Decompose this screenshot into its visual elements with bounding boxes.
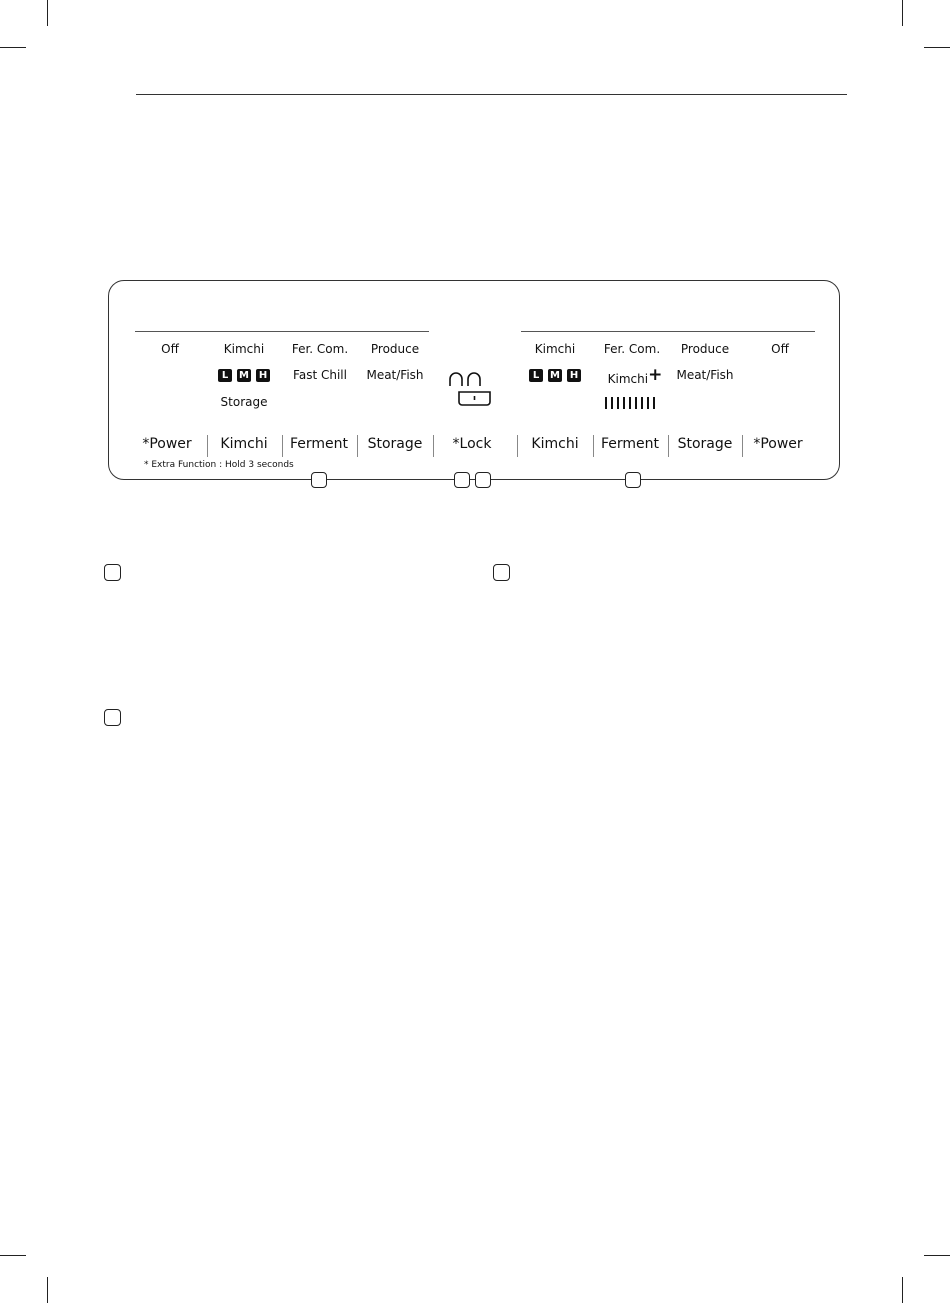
crop-mark-top-right-h bbox=[924, 47, 950, 48]
plus-icon: + bbox=[648, 365, 663, 385]
level-bar bbox=[617, 397, 619, 409]
crop-mark-bottom-right-h bbox=[924, 1255, 950, 1256]
right-ferment-button[interactable]: Ferment bbox=[600, 436, 660, 452]
section-marker-1 bbox=[104, 564, 121, 581]
level-bar bbox=[623, 397, 625, 409]
left-kimchi-button[interactable]: Kimchi bbox=[220, 436, 268, 452]
level-m-icon: M bbox=[548, 369, 562, 382]
right-zone-divider-line bbox=[521, 331, 815, 332]
crop-mark-top-left-h bbox=[0, 47, 26, 48]
level-bar bbox=[653, 397, 655, 409]
right-separator-3 bbox=[742, 435, 743, 457]
callout-box-center-1 bbox=[454, 472, 470, 488]
level-bar bbox=[647, 397, 649, 409]
lock-icon bbox=[446, 370, 494, 408]
right-separator-1 bbox=[593, 435, 594, 457]
left-zone-divider-line bbox=[135, 331, 429, 332]
section-marker-3 bbox=[104, 709, 121, 726]
left-ferment-button[interactable]: Ferment bbox=[289, 436, 349, 452]
level-bar bbox=[641, 397, 643, 409]
left-meat-fish-indicator: Meat/Fish bbox=[366, 368, 424, 382]
right-kimchi-button[interactable]: Kimchi bbox=[531, 436, 579, 452]
level-h-icon: H bbox=[256, 369, 270, 382]
callout-box-left bbox=[311, 472, 327, 488]
right-level-indicators bbox=[529, 369, 581, 382]
level-bar bbox=[611, 397, 613, 409]
left-fer-com-indicator: Fer. Com. bbox=[291, 342, 349, 356]
left-power-button[interactable]: *Power bbox=[142, 436, 192, 452]
crop-mark-top-right-v bbox=[902, 0, 903, 26]
right-power-button[interactable]: *Power bbox=[753, 436, 803, 452]
left-level-indicators bbox=[218, 369, 270, 382]
crop-mark-top-left-v bbox=[47, 0, 48, 26]
left-storage-indicator: Storage bbox=[220, 395, 268, 409]
left-separator-3 bbox=[357, 435, 358, 457]
right-produce-indicator: Produce bbox=[680, 342, 730, 356]
left-separator-4 bbox=[433, 435, 434, 457]
right-kimchi-indicator: Kimchi bbox=[534, 342, 576, 356]
crop-mark-bottom-right-v bbox=[902, 1277, 903, 1303]
right-kimchi-plus-indicator bbox=[607, 365, 663, 388]
left-separator-1 bbox=[207, 435, 208, 457]
lock-button[interactable]: *Lock bbox=[452, 436, 492, 452]
left-off-indicator: Off bbox=[161, 342, 179, 356]
level-h-icon: H bbox=[567, 369, 581, 382]
crop-mark-bottom-left-h bbox=[0, 1255, 26, 1256]
right-separator-2 bbox=[668, 435, 669, 457]
callout-box-right bbox=[625, 472, 641, 488]
left-storage-button[interactable]: Storage bbox=[367, 436, 423, 452]
ferment-level-bars bbox=[605, 397, 655, 409]
left-produce-indicator: Produce bbox=[370, 342, 420, 356]
level-l-icon: L bbox=[529, 369, 543, 382]
right-storage-button[interactable]: Storage bbox=[677, 436, 733, 452]
right-off-indicator: Off bbox=[771, 342, 789, 356]
crop-mark-bottom-left-v bbox=[47, 1277, 48, 1303]
header-rule bbox=[136, 94, 847, 95]
kimchi-plus-label: Kimchi bbox=[607, 372, 649, 386]
right-meat-fish-indicator: Meat/Fish bbox=[676, 368, 734, 382]
level-bar bbox=[635, 397, 637, 409]
left-kimchi-indicator: Kimchi bbox=[223, 342, 265, 356]
left-fast-chill-indicator: Fast Chill bbox=[293, 368, 347, 382]
level-m-icon: M bbox=[237, 369, 251, 382]
right-fer-com-indicator: Fer. Com. bbox=[603, 342, 661, 356]
level-l-icon: L bbox=[218, 369, 232, 382]
section-marker-2 bbox=[493, 564, 510, 581]
right-separator-0 bbox=[517, 435, 518, 457]
level-bar bbox=[605, 397, 607, 409]
callout-box-center-2 bbox=[475, 472, 491, 488]
left-separator-2 bbox=[282, 435, 283, 457]
extra-function-note: * Extra Function : Hold 3 seconds bbox=[144, 460, 294, 470]
level-bar bbox=[629, 397, 631, 409]
